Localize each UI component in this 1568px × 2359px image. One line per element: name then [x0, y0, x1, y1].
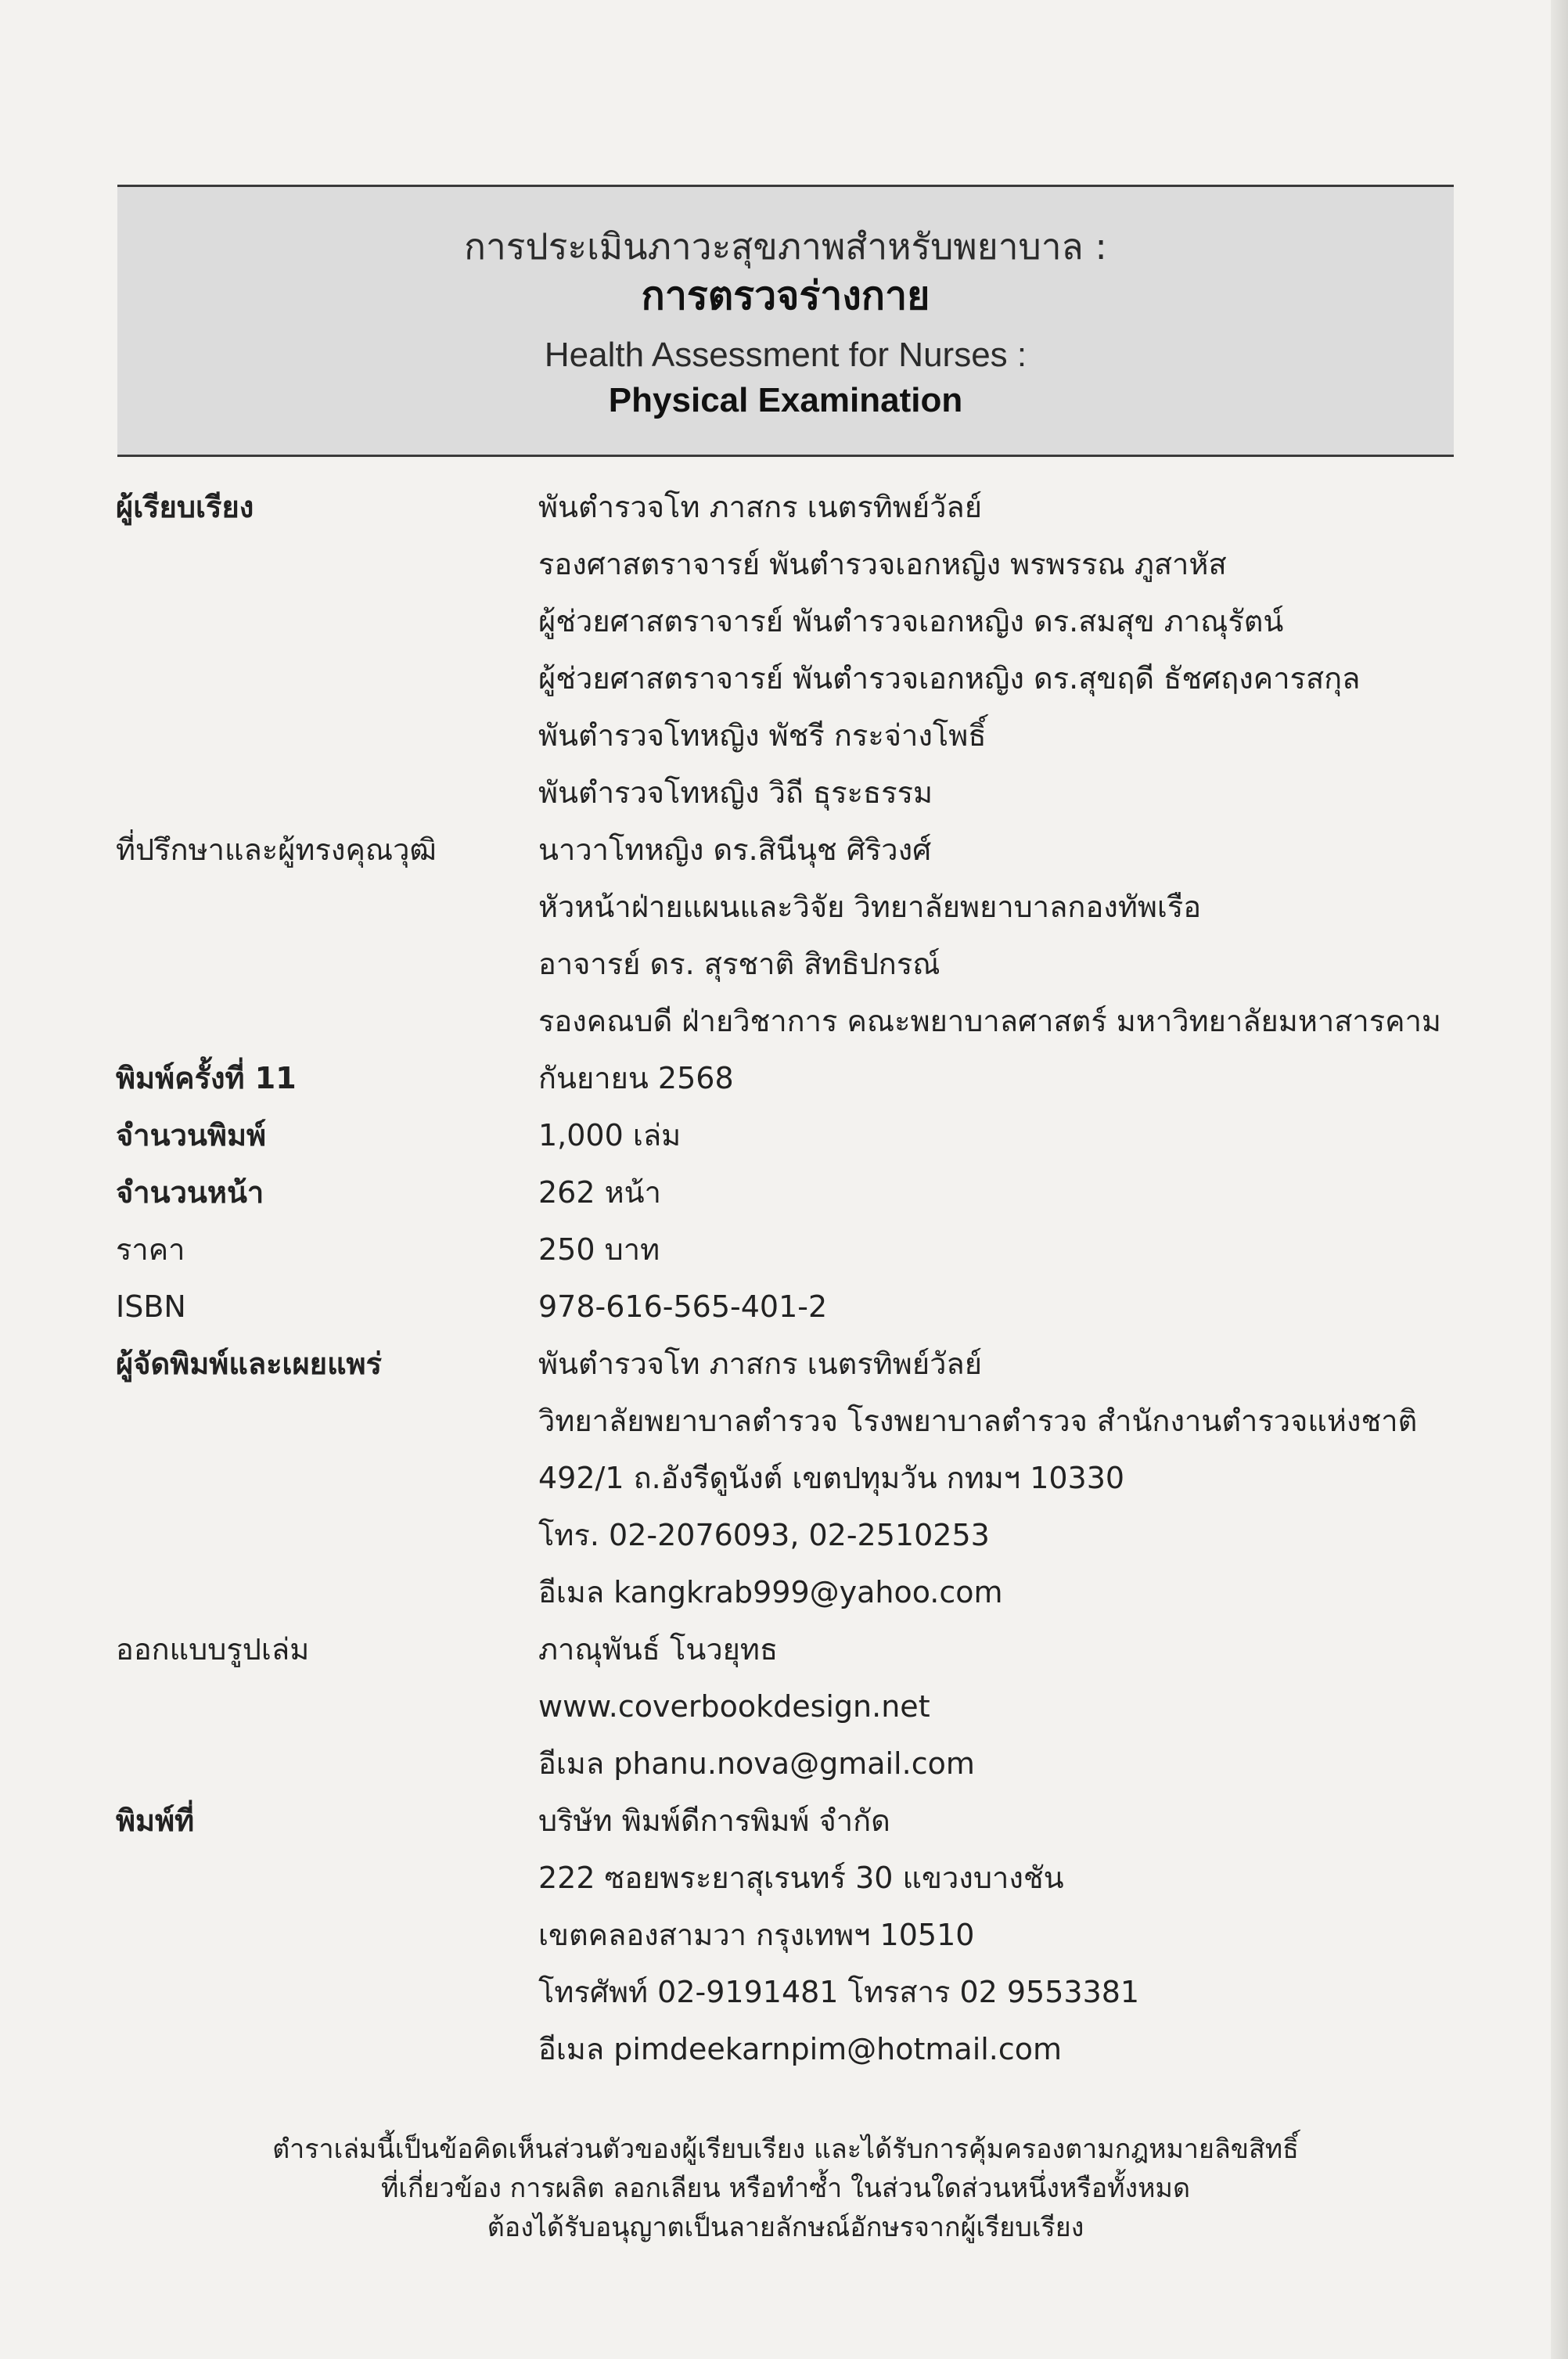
credit-value-line: ผู้ช่วยศาสตราจารย์ พันตำรวจเอกหญิง ดร.สุขฤดี ธัชศฤงคารสกุล: [538, 661, 1361, 696]
copyright-notice: [117, 2130, 1454, 2247]
copyright-line: ต้องได้รับอนุญาตเป็นลายลักษณ์อักษรจากผู้เรียบเรียง: [487, 2212, 1084, 2243]
credit-row: [116, 1164, 1462, 1221]
credit-row: [116, 1221, 1462, 1278]
book-subtitle-english: Physical Examination: [608, 381, 963, 419]
credit-label: พิมพ์ครั้งที่ 11: [116, 1061, 297, 1095]
credit-value-line: โทรศัพท์ 02-9191481 โทรสาร 02 9553381: [538, 1975, 1140, 2009]
credit-value-line: หัวหน้าฝ่ายแผนและวิจัย วิทยาลัยพยาบาลกองทัพเรือ: [538, 890, 1202, 924]
book-title-thai: การประเมินภาวะสุขภาพสำหรับพยาบาล :: [464, 225, 1107, 268]
credit-values: [538, 1793, 1462, 2078]
credit-value-line: พันตำรวจโท ภาสกร เนตรทิพย์วัลย์: [538, 490, 982, 524]
credit-values: [538, 822, 1462, 1050]
credit-row: [116, 1621, 1462, 1793]
credit-value-line: นาวาโทหญิง ดร.สินีนุช ศิริวงศ์: [538, 832, 932, 867]
credit-values: [538, 1221, 1462, 1278]
credits-section: [116, 479, 1462, 2078]
credit-label: จำนวนพิมพ์: [116, 1118, 267, 1153]
credit-row: [116, 822, 1462, 1050]
credit-value-line: 222 ซอยพระยาสุเรนทร์ 30 แขวงบางชัน: [538, 1861, 1064, 1895]
credit-value-line: โทร. 02-2076093, 02-2510253: [538, 1518, 990, 1552]
credit-value-line: ผู้ช่วยศาสตราจารย์ พันตำรวจเอกหญิง ดร.สมสุข ภาณุรัตน์: [538, 604, 1284, 638]
credit-value-line: พันตำรวจโท ภาสกร เนตรทิพย์วัลย์: [538, 1347, 982, 1381]
credit-value-line: พันตำรวจโทหญิง วิถี ธุระธรรม: [538, 775, 933, 810]
credit-value-line: อาจารย์ ดร. สุรชาติ สิทธิปกรณ์: [538, 947, 940, 981]
credit-values: [538, 1336, 1462, 1621]
credit-values: [538, 1050, 1462, 1107]
credit-value-line: อีเมล phanu.nova@gmail.com: [538, 1746, 975, 1781]
credit-row: [116, 1793, 1462, 2078]
credit-value-line: ภาณุพันธ์ โนวยุทธ: [538, 1632, 779, 1667]
credit-label: ราคา: [116, 1232, 185, 1267]
credit-label: พิมพ์ที่: [116, 1803, 195, 1838]
copyright-line: ที่เกี่ยวข้อง การผลิต ลอกเลียน หรือทำซ้ำ ในส่วนใดส่วนหนึ่งหรือทั้งหมด: [380, 2173, 1191, 2204]
credit-row: [116, 1107, 1462, 1164]
book-subtitle-thai: การตรวจร่างกาย: [641, 273, 930, 318]
credit-value-line: 978-616-565-401-2: [538, 1289, 828, 1324]
credit-label: ผู้จัดพิมพ์และเผยแพร่: [116, 1347, 383, 1381]
credit-label: ที่ปรึกษาและผู้ทรงคุณวุฒิ: [116, 832, 437, 867]
credit-value-line: www.coverbookdesign.net: [538, 1689, 930, 1724]
credit-label: ISBN: [116, 1289, 186, 1324]
credit-value-line: 250 บาท: [538, 1232, 660, 1267]
credit-value-line: เขตคลองสามวา กรุงเทพฯ 10510: [538, 1918, 975, 1952]
credit-values: [538, 1164, 1462, 1221]
credit-row: [116, 1336, 1462, 1621]
credit-values: [538, 479, 1462, 822]
credit-label: ผู้เรียบเรียง: [116, 490, 254, 524]
credit-value-line: กันยายน 2568: [538, 1061, 734, 1095]
credit-row: [116, 1050, 1462, 1107]
book-title-english: Health Assessment for Nurses :: [544, 336, 1027, 374]
credit-values: [538, 1278, 1462, 1336]
credit-row: [116, 1278, 1462, 1336]
credit-values: [538, 1621, 1462, 1793]
credit-value-line: 1,000 เล่ม: [538, 1118, 682, 1153]
credit-value-line: วิทยาลัยพยาบาลตำรวจ โรงพยาบาลตำรวจ สำนักงานตำรวจแห่งชาติ: [538, 1404, 1418, 1438]
credit-value-line: อีเมล pimdeekarnpim@hotmail.com: [538, 2032, 1063, 2066]
credit-values: [538, 1107, 1462, 1164]
title-box: [117, 185, 1454, 457]
copyright-line: ตำราเล่มนี้เป็นข้อคิดเห็นส่วนตัวของผู้เรียบเรียง และได้รับการคุ้มครองตามกฎหมายลิขสิทธิ์: [272, 2134, 1299, 2165]
credit-value-line: พันตำรวจโทหญิง พัชรี กระจ่างโพธิ์: [538, 718, 987, 753]
credit-row: [116, 479, 1462, 822]
credit-value-line: 262 หน้า: [538, 1175, 661, 1210]
credit-value-line: รองศาสตราจารย์ พันตำรวจเอกหญิง พรพรรณ ภูสาหัส: [538, 547, 1227, 581]
credit-value-line: บริษัท พิมพ์ดีการพิมพ์ จำกัด: [538, 1803, 890, 1838]
credit-label: ออกแบบรูปเล่ม: [116, 1632, 310, 1667]
page-edge: [1551, 0, 1568, 2359]
credit-value-line: อีเมล kangkrab999@yahoo.com: [538, 1575, 1003, 1609]
credit-value-line: รองคณบดี ฝ่ายวิชาการ คณะพยาบาลศาสตร์ มหาวิทยาลัยมหาสารคาม: [538, 1004, 1441, 1038]
credit-value-line: 492/1 ถ.อังรีดูนังต์ เขตปทุมวัน กทมฯ 10330: [538, 1461, 1125, 1495]
credit-label: จำนวนหน้า: [116, 1175, 264, 1210]
